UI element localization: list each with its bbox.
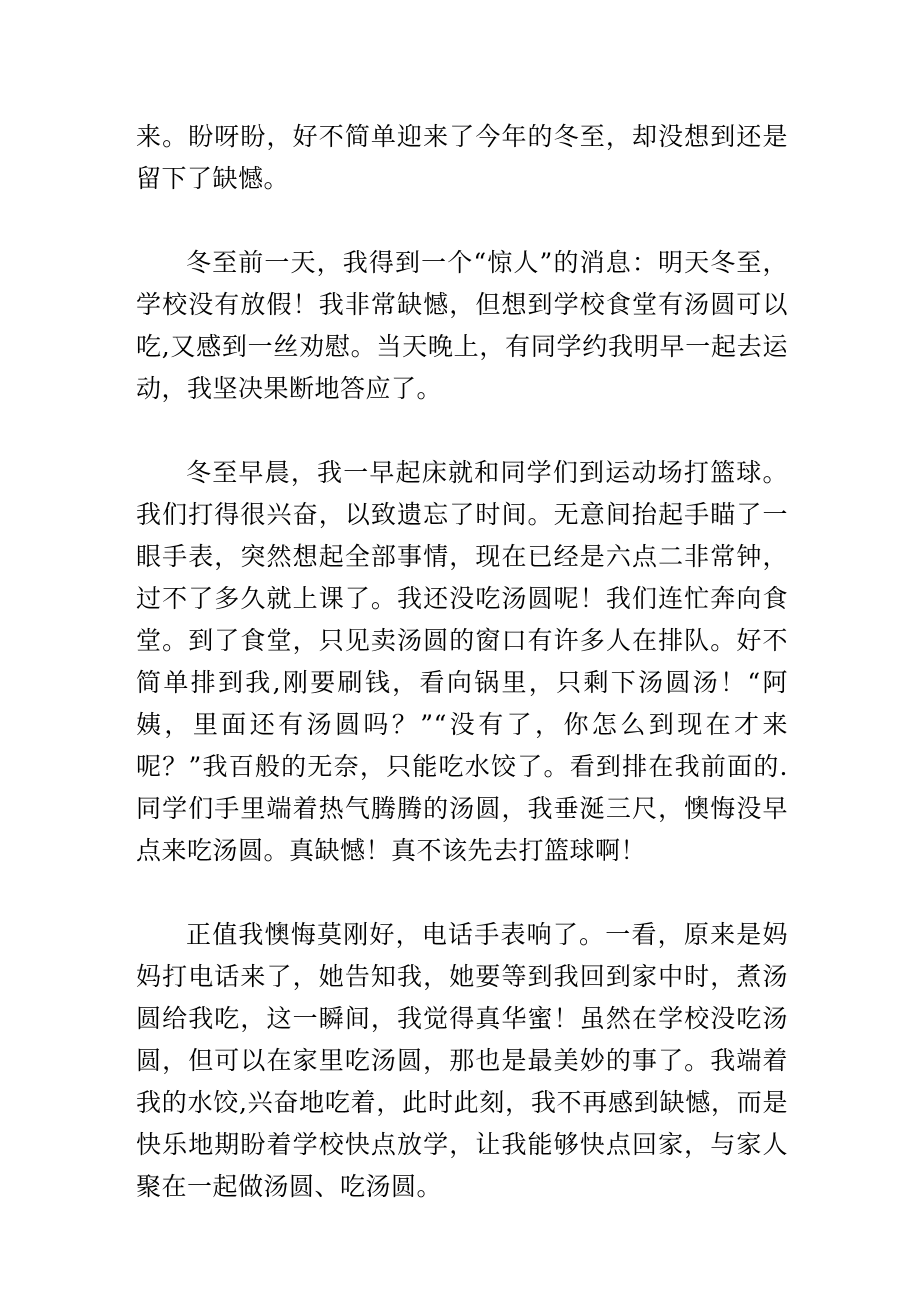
- paragraph-4: 正值我懊悔莫刚好，电话手表响了。一看，原来是妈妈打电话来了，她告知我，她要等到我回到家中时，煮汤圆给我吃，这一瞬间，我觉得真华蜜！虽然在学校没吃汤圆，但可以在家里吃汤圆，那也是最美妙的事了。我端着我的水饺,兴奋地吃着，此时此刻，我不再感到缺憾，而是快乐地期盼着学校快点放学，让我能够快点回家，与家人聚在一起做汤圆、吃汤圆。: [136, 920, 788, 1201]
- paragraph-3: 冬至早晨，我一早起床就和同学们到运动场打篮球。我们打得很兴奋，以致遗忘了时间。无意间抬起手瞄了一眼手表，突然想起全部事情，现在已经是六点二非常钟，过不了多久就上课了。我还没吃汤圆呢！我们连忙奔向食堂。到了食堂，只见卖汤圆的窗口有许多人在排队。好不简单排到我,刚要刷钱，看向锅里，只剩下汤圆汤！“阿姨，里面还有汤圆吗？”“没有了，你怎么到现在才来呢？”我百般的无奈，只能吃水饺了。看到排在我前面的.同学们手里端着热气腾腾的汤圆，我垂涎三尺，懊悔没早点来吃汤圆。真缺憾！真不该先去打篮球啊！: [136, 458, 788, 865]
- paragraph-1: 来。盼呀盼，好不简单迎来了今年的冬至，却没想到还是留下了缺憾。: [136, 122, 788, 193]
- paragraph-2: 冬至前一天，我得到一个“惊人”的消息：明天冬至，学校没有放假！我非常缺憾，但想到学校食堂有汤圆可以吃,又感到一丝劝慰。当天晚上，有同学约我明早一起去运动，我坚决果断地答应了。: [136, 248, 788, 403]
